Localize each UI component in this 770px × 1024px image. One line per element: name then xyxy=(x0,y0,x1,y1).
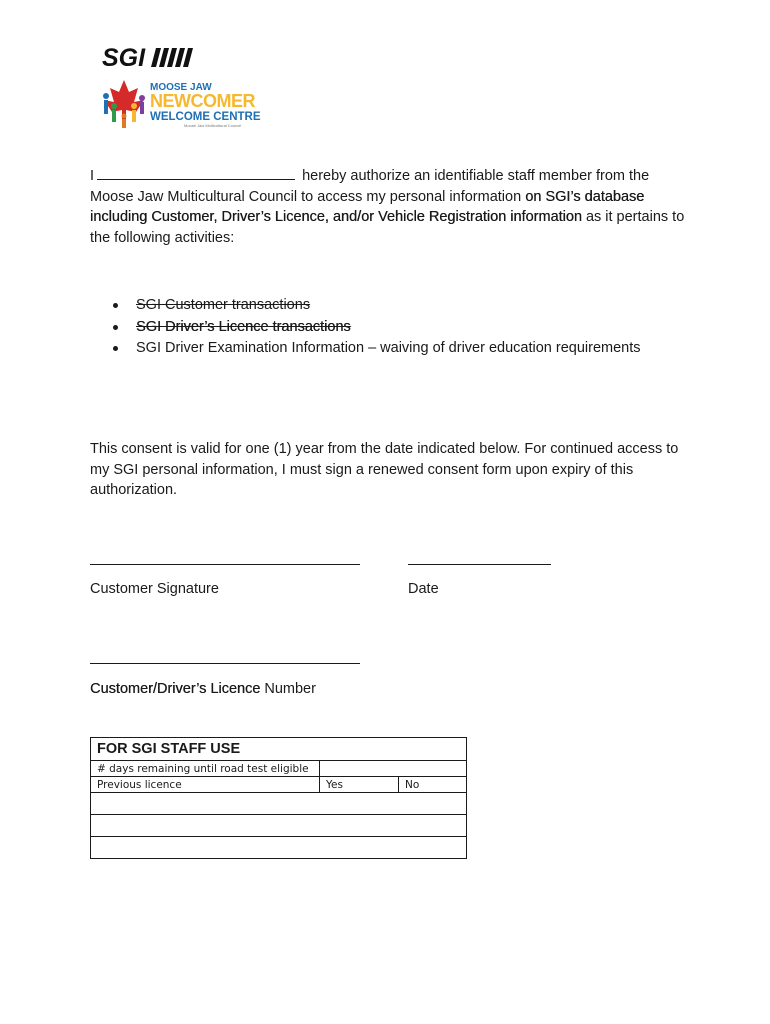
authorization-prefix: I xyxy=(90,168,95,184)
logo-line-newcomer: NEWCOMER xyxy=(150,91,255,111)
staff-blank-row[interactable] xyxy=(91,793,467,815)
logo-line-welcome-centre: WELCOME CENTRE xyxy=(150,111,261,123)
days-remaining-label: # days remaining until road test eligible xyxy=(91,761,320,777)
previous-licence-no[interactable]: No xyxy=(399,777,467,793)
logo-tagline: Moose Jaw Multicultural Council xyxy=(184,123,242,128)
date-label: Date xyxy=(408,581,439,597)
moose-jaw-newcomer-logo xyxy=(96,76,271,134)
authorization-text-part1: hereby authorize an identifiable staff member from the Moose Jaw Multicultural Council to access my personal information xyxy=(90,168,650,205)
previous-licence-yes[interactable]: Yes xyxy=(320,777,399,793)
customer-signature-line[interactable] xyxy=(90,564,360,565)
authorization-text-bold: on SGI’s database including Customer, Driver’s Licence, and/or Vehicle Registration information xyxy=(90,188,645,225)
sgi-logo xyxy=(100,44,200,72)
sgi-logo-text: SGI xyxy=(102,44,146,72)
licence-label-rest: Number xyxy=(264,681,316,697)
days-remaining-value-cell[interactable] xyxy=(320,761,467,777)
activity-item-drivers-licence: SGI Driver’s Licence transactions xyxy=(110,317,710,339)
name-blank-line[interactable] xyxy=(97,165,295,180)
consent-validity-paragraph: This consent is valid for one (1) year from the date indicated below. For continued access to my SGI personal information, I must sign a renewed consent form upon expiry of this authorization. xyxy=(90,441,679,498)
staff-blank-row[interactable] xyxy=(91,837,467,859)
sgi-staff-table xyxy=(90,737,467,859)
activity-item-driver-examination: SGI Driver Examination Information – waiving of driver education requirements xyxy=(110,338,710,360)
activities-list xyxy=(110,295,710,360)
date-line[interactable] xyxy=(408,564,551,565)
activity-item-customer: SGI Customer transactions xyxy=(110,295,710,317)
authorization-paragraph xyxy=(90,165,690,248)
authorization-text-part2: as it pertains to the following activities: xyxy=(90,209,685,246)
licence-label-bold: Customer/Driver’s Licence xyxy=(90,681,261,697)
staff-table-header: FOR SGI STAFF USE xyxy=(91,738,467,761)
logo-line-moose-jaw: MOOSE JAW xyxy=(150,82,212,93)
previous-licence-label: Previous licence xyxy=(91,777,320,793)
licence-number-label xyxy=(90,681,316,697)
staff-blank-row[interactable] xyxy=(91,815,467,837)
sgi-logo-stripes xyxy=(151,48,193,67)
customer-signature-label: Customer Signature xyxy=(90,581,219,597)
licence-number-line[interactable] xyxy=(90,663,360,664)
